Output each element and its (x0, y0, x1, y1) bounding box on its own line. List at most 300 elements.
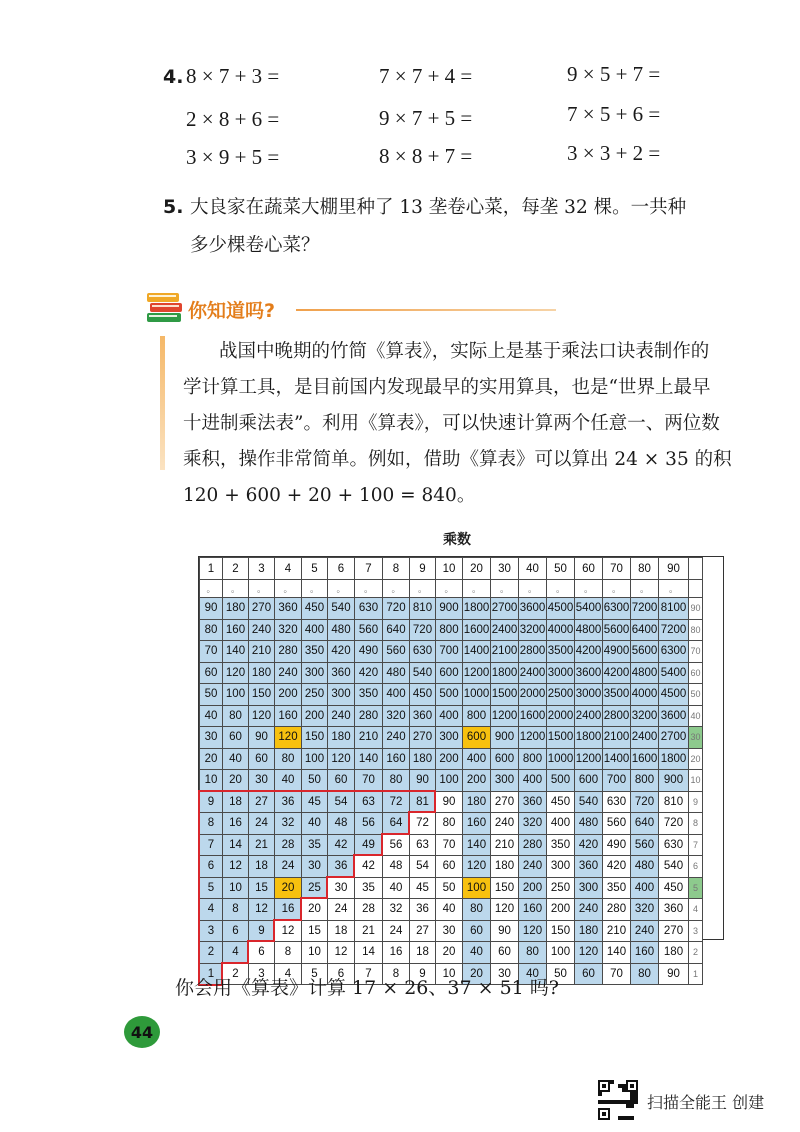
table-cell: 210 (603, 920, 631, 942)
table-cell: 350 (547, 834, 575, 856)
table-cell: 。 (575, 580, 603, 598)
table-cell: 4800 (575, 619, 603, 641)
table-cell: 320 (383, 705, 410, 727)
table-cell: 160 (223, 619, 249, 641)
table-cell: 18 (249, 856, 275, 878)
table-cell: 3 (249, 963, 275, 985)
table-cell: 320 (631, 899, 659, 921)
equation: 8 × 8 + 7 = (379, 144, 473, 168)
table-cell: 6 (249, 942, 275, 964)
table-cell: 6 (328, 963, 355, 985)
table-cell: 40 (275, 770, 302, 792)
table-cell: 27 (410, 920, 436, 942)
table-cell: 45 (302, 791, 328, 813)
table-cell: 480 (328, 619, 355, 641)
equation: 9 × 5 + 7 = (567, 62, 661, 86)
table-cell: 1600 (463, 619, 491, 641)
table-cell: 490 (355, 641, 383, 663)
equation: 9 × 7 + 5 = (379, 106, 473, 130)
table-cell: 70 (436, 834, 463, 856)
table-cell: 40 (519, 558, 547, 580)
table-cell: 560 (355, 619, 383, 641)
table-cell: 28 (275, 834, 302, 856)
table-cell: 100 (436, 770, 463, 792)
table-cell: 450 (659, 877, 689, 899)
table-cell: 490 (603, 834, 631, 856)
table-cell: 9 (410, 558, 436, 580)
table-cell: 56 (355, 813, 383, 835)
table-cell: 30 (491, 963, 519, 985)
table-cell: 42 (355, 856, 383, 878)
table-cell: 300 (575, 877, 603, 899)
table-cell: 180 (249, 662, 275, 684)
table-cell: 100 (223, 684, 249, 706)
table-cell: 5 (302, 558, 328, 580)
table-cell: 10 (689, 770, 703, 792)
table-cell: 8 (383, 963, 410, 985)
table-cell: 270 (659, 920, 689, 942)
table-cell: 250 (547, 877, 575, 899)
table-cell: 1400 (603, 748, 631, 770)
table-cell: 7200 (659, 619, 689, 641)
table-cell: 3 (200, 920, 223, 942)
table-cell: 300 (491, 770, 519, 792)
table-cell: 2 (223, 558, 249, 580)
table-cell: 。 (200, 580, 223, 598)
table-cell: 250 (302, 684, 328, 706)
table-cell: 40 (223, 748, 249, 770)
watermark-text: 扫描全能王 创建 (647, 1093, 765, 1112)
table-cell: 450 (547, 791, 575, 813)
table-cell: 1800 (491, 662, 519, 684)
table-cell: 10 (223, 877, 249, 899)
table-cell: 60 (328, 770, 355, 792)
table-cell: 30 (249, 770, 275, 792)
table-cell: 200 (547, 899, 575, 921)
table-cell: 100 (302, 748, 328, 770)
table-cell: 1200 (463, 662, 491, 684)
table-cell: 200 (519, 877, 547, 899)
table-cell: 400 (436, 705, 463, 727)
table-cell: 63 (410, 834, 436, 856)
table-cell: 3000 (547, 662, 575, 684)
table-cell: 2 (223, 963, 249, 985)
table-cell: 90 (659, 963, 689, 985)
table-cell: 80 (275, 748, 302, 770)
table-cell: 24 (383, 920, 410, 942)
table-cell: 240 (519, 856, 547, 878)
table-cell: 3500 (547, 641, 575, 663)
table-cell: 4000 (631, 684, 659, 706)
table-cell: 20 (275, 877, 302, 899)
table-cell: 。 (223, 580, 249, 598)
table-cell: 200 (302, 705, 328, 727)
table-cell: 150 (249, 684, 275, 706)
table-cell: 2100 (491, 641, 519, 663)
table-cell: 2800 (603, 705, 631, 727)
table-cell: 。 (436, 580, 463, 598)
table-cell: 54 (328, 791, 355, 813)
table-cell: 5 (689, 877, 703, 899)
table-cell: 4500 (659, 684, 689, 706)
table-cell: 12 (249, 899, 275, 921)
table-cell: 3600 (659, 705, 689, 727)
table-cell: 1400 (463, 641, 491, 663)
table-cell: 560 (603, 813, 631, 835)
table-cell: 12 (223, 856, 249, 878)
table-cell: 80 (689, 619, 703, 641)
table-cell: 3000 (575, 684, 603, 706)
table-cell: 9 (410, 963, 436, 985)
table-cell: 300 (436, 727, 463, 749)
table-cell: 。 (659, 580, 689, 598)
table-cell: 160 (463, 813, 491, 835)
table-cell: 280 (603, 899, 631, 921)
table-cell: 2400 (575, 705, 603, 727)
table-cell: 80 (519, 942, 547, 964)
table-cell: 100 (547, 942, 575, 964)
table-cell: 63 (355, 791, 383, 813)
table-cell: 6 (223, 920, 249, 942)
table-cell: 560 (631, 834, 659, 856)
table-cell: 。 (249, 580, 275, 598)
table-cell: 80 (436, 813, 463, 835)
table-cell: 140 (223, 641, 249, 663)
table-cell: 6300 (603, 598, 631, 620)
paragraph-line: 十进制乘法表”。利用《算表》，可以快速计算两个任意一、两位数 (183, 413, 720, 434)
table-cell: 10 (436, 558, 463, 580)
table-cell: 。 (547, 580, 575, 598)
table-cell: 240 (491, 813, 519, 835)
equation: 2 × 8 + 6 = (186, 107, 280, 131)
table-cell: 4800 (631, 662, 659, 684)
table-cell: 9 (689, 791, 703, 813)
page-number: 44 (124, 1016, 160, 1048)
paragraph-line: 120 + 600 + 20 + 100 = 840。 (183, 485, 476, 506)
table-cell: 7 (689, 834, 703, 856)
books-icon (144, 288, 186, 328)
table-cell: 12 (275, 920, 302, 942)
table-cell: 60 (436, 856, 463, 878)
table-cell: 9 (200, 791, 223, 813)
table-cell: 3600 (575, 662, 603, 684)
table-cell: 50 (200, 684, 223, 706)
table-cell: 2700 (491, 598, 519, 620)
table-cell: 120 (575, 942, 603, 964)
equation: 8 × 7 + 3 = (186, 64, 280, 88)
table-cell: 4 (275, 963, 302, 985)
table-cell: 420 (603, 856, 631, 878)
table-cell: 35 (355, 877, 383, 899)
table-cell: 。 (328, 580, 355, 598)
table-cell: 14 (223, 834, 249, 856)
table-cell: 3500 (603, 684, 631, 706)
table-cell: 150 (302, 727, 328, 749)
table-cell: 630 (659, 834, 689, 856)
table-cell: 54 (410, 856, 436, 878)
table-cell: 1200 (491, 705, 519, 727)
table-cell: 4 (275, 558, 302, 580)
question-text: 你会用《算表》计算 17 × 26、37 × 51 吗? (175, 977, 559, 999)
table-cell: 2800 (519, 641, 547, 663)
table-cell: 。 (491, 580, 519, 598)
table-cell: 30 (302, 856, 328, 878)
table-cell: 200 (436, 748, 463, 770)
table-cell: 8 (223, 899, 249, 921)
table-cell: 360 (519, 791, 547, 813)
table-cell: 50 (547, 963, 575, 985)
table-cell: 90 (436, 791, 463, 813)
table-cell: 80 (200, 619, 223, 641)
table-cell: 10 (200, 770, 223, 792)
table-cell: 60 (575, 963, 603, 985)
table-cell: 140 (463, 834, 491, 856)
table-cell: 180 (575, 920, 603, 942)
table-cell: 1600 (519, 705, 547, 727)
table-cell: 24 (275, 856, 302, 878)
table-cell: 8 (275, 942, 302, 964)
table-cell: 280 (355, 705, 383, 727)
table-cell: 180 (491, 856, 519, 878)
table-cell: 700 (603, 770, 631, 792)
table-cell: 20 (689, 748, 703, 770)
table-cell: 160 (519, 899, 547, 921)
table-cell: 50 (547, 558, 575, 580)
table-cell: 1 (200, 558, 223, 580)
table-cell: 500 (547, 770, 575, 792)
table-cell: 7200 (631, 598, 659, 620)
table-cell: 240 (631, 920, 659, 942)
table-cell: 400 (383, 684, 410, 706)
table-cell: 60 (689, 662, 703, 684)
table-cell: 4 (223, 942, 249, 964)
exercise-5-text-line2: 多少棵卷心菜？ (190, 235, 320, 256)
table-cell: 7 (355, 558, 383, 580)
table-cell: 64 (383, 813, 410, 835)
table-cell: 2000 (519, 684, 547, 706)
table-cell: 3 (249, 558, 275, 580)
table-cell: 700 (436, 641, 463, 663)
table-cell: 30 (491, 558, 519, 580)
table-cell: 60 (249, 748, 275, 770)
table-cell: 10 (436, 963, 463, 985)
table-cell: 18 (223, 791, 249, 813)
table-cell: 210 (249, 641, 275, 663)
table-cell: 240 (575, 899, 603, 921)
equation: 3 × 3 + 2 = (567, 141, 661, 165)
table-cell: 450 (302, 598, 328, 620)
table-cell: 360 (275, 598, 302, 620)
table-cell: 5400 (575, 598, 603, 620)
table-cell: 60 (223, 727, 249, 749)
table-cell: 300 (328, 684, 355, 706)
table-cell: 20 (463, 963, 491, 985)
table-cell: 20 (200, 748, 223, 770)
table-cell: 60 (575, 558, 603, 580)
table-cell: 3200 (631, 705, 659, 727)
table-cell: 140 (603, 942, 631, 964)
table-cell: 30 (436, 920, 463, 942)
table-cell: 。 (355, 580, 383, 598)
table-cell: 。 (383, 580, 410, 598)
table-cell: 4500 (547, 598, 575, 620)
table-cell: 800 (436, 619, 463, 641)
table-cell: 36 (275, 791, 302, 813)
table-cell: 360 (575, 856, 603, 878)
table-cell: 56 (383, 834, 410, 856)
table-cell: 3 (689, 920, 703, 942)
table-cell: 630 (355, 598, 383, 620)
table-cell: 900 (436, 598, 463, 620)
table-cell: 180 (659, 942, 689, 964)
table-cell: 180 (410, 748, 436, 770)
table-cell: 270 (491, 791, 519, 813)
table-cell: 8100 (659, 598, 689, 620)
table-cell: 16 (275, 899, 302, 921)
table-cell: 1 (200, 963, 223, 985)
table-cell: 320 (519, 813, 547, 835)
table-cell: 640 (631, 813, 659, 835)
table-cell: 350 (302, 641, 328, 663)
table-cell: 450 (410, 684, 436, 706)
table-cell: 30 (328, 877, 355, 899)
table-cell: 1800 (575, 727, 603, 749)
table-cell: 8 (689, 813, 703, 835)
table-cell: 630 (603, 791, 631, 813)
table-cell: 90 (659, 558, 689, 580)
table-cell: 。 (519, 580, 547, 598)
table-cell: 1800 (463, 598, 491, 620)
table-cell: 1200 (519, 727, 547, 749)
table-cell: 100 (463, 877, 491, 899)
table-cell: 20 (223, 770, 249, 792)
table-cell: 320 (275, 619, 302, 641)
table-cell: 。 (275, 580, 302, 598)
exercise-5-number: 5. (163, 196, 184, 218)
table-cell: 1500 (491, 684, 519, 706)
table-cell: 1000 (547, 748, 575, 770)
table-cell: 150 (547, 920, 575, 942)
table-cell: 720 (410, 619, 436, 641)
table-cell: 1500 (547, 727, 575, 749)
table-cell: 。 (302, 580, 328, 598)
table-cell: 350 (603, 877, 631, 899)
table-cell: 40 (200, 705, 223, 727)
table-cell: 2500 (547, 684, 575, 706)
table-cell: 16 (223, 813, 249, 835)
table-cell: 90 (689, 598, 703, 620)
table-cell: 300 (302, 662, 328, 684)
table-cell: 5400 (659, 662, 689, 684)
table-cell: 70 (355, 770, 383, 792)
table-cell: 8 (200, 813, 223, 835)
table-cell: 。 (463, 580, 491, 598)
table-cell: 70 (603, 963, 631, 985)
table-cell: 400 (631, 877, 659, 899)
table-cell: 8 (383, 558, 410, 580)
table-cell: 15 (249, 877, 275, 899)
staircase-outline (199, 557, 723, 939)
table-cell: 270 (249, 598, 275, 620)
table-cell: 200 (463, 770, 491, 792)
table-cell: 36 (410, 899, 436, 921)
table-cell: 40 (436, 899, 463, 921)
table-cell: 640 (383, 619, 410, 641)
table-cell: 80 (383, 770, 410, 792)
table-cell: 3600 (519, 598, 547, 620)
table-cell: 420 (328, 641, 355, 663)
table-cell: 35 (302, 834, 328, 856)
table-caption: 乘数 (443, 532, 471, 548)
table-cell: 5600 (603, 619, 631, 641)
table-cell: 48 (328, 813, 355, 835)
table-cell: 630 (410, 641, 436, 663)
table-cell: 70 (200, 641, 223, 663)
table-cell: 7 (355, 963, 383, 985)
table-cell: 540 (328, 598, 355, 620)
table-cell: 18 (410, 942, 436, 964)
table-cell: 50 (302, 770, 328, 792)
table-cell: 420 (575, 834, 603, 856)
table-cell: 2400 (631, 727, 659, 749)
table-cell: 。 (631, 580, 659, 598)
table-cell: 160 (275, 705, 302, 727)
table-cell: 180 (223, 598, 249, 620)
table-cell: 6 (328, 558, 355, 580)
table-cell: 400 (463, 748, 491, 770)
table-cell: 210 (491, 834, 519, 856)
table-cell: 40 (519, 963, 547, 985)
table-cell: 21 (355, 920, 383, 942)
table-cell: 36 (328, 856, 355, 878)
table-cell: 120 (328, 748, 355, 770)
table-cell: 32 (383, 899, 410, 921)
table-cell: 25 (302, 877, 328, 899)
table-cell: 800 (519, 748, 547, 770)
table-cell: 72 (410, 813, 436, 835)
table-cell: 180 (328, 727, 355, 749)
table-cell: 140 (355, 748, 383, 770)
table-cell: 1000 (463, 684, 491, 706)
table-cell: 70 (689, 641, 703, 663)
table-cell: 2100 (603, 727, 631, 749)
table-cell: 1 (689, 963, 703, 985)
table-cell: 300 (547, 856, 575, 878)
table-cell: 600 (463, 727, 491, 749)
table-cell: 1800 (659, 748, 689, 770)
table-cell: 270 (410, 727, 436, 749)
table-cell: 72 (383, 791, 410, 813)
table-cell: 420 (355, 662, 383, 684)
table-cell: 90 (200, 598, 223, 620)
table-cell: 540 (659, 856, 689, 878)
table-cell: 4000 (547, 619, 575, 641)
table-cell: 480 (575, 813, 603, 835)
table-cell: 18 (328, 920, 355, 942)
table-cell: 600 (491, 748, 519, 770)
table-cell: 60 (463, 920, 491, 942)
table-cell: 240 (328, 705, 355, 727)
multiplication-table (198, 556, 724, 980)
equation: 7 × 7 + 4 = (379, 64, 473, 88)
table-cell: 400 (547, 813, 575, 835)
table-cell: 5 (302, 963, 328, 985)
table-cell: 20 (463, 558, 491, 580)
table-cell: 90 (410, 770, 436, 792)
table-cell: 40 (302, 813, 328, 835)
table-cell: 5600 (631, 641, 659, 663)
table-cell: 6 (200, 856, 223, 878)
